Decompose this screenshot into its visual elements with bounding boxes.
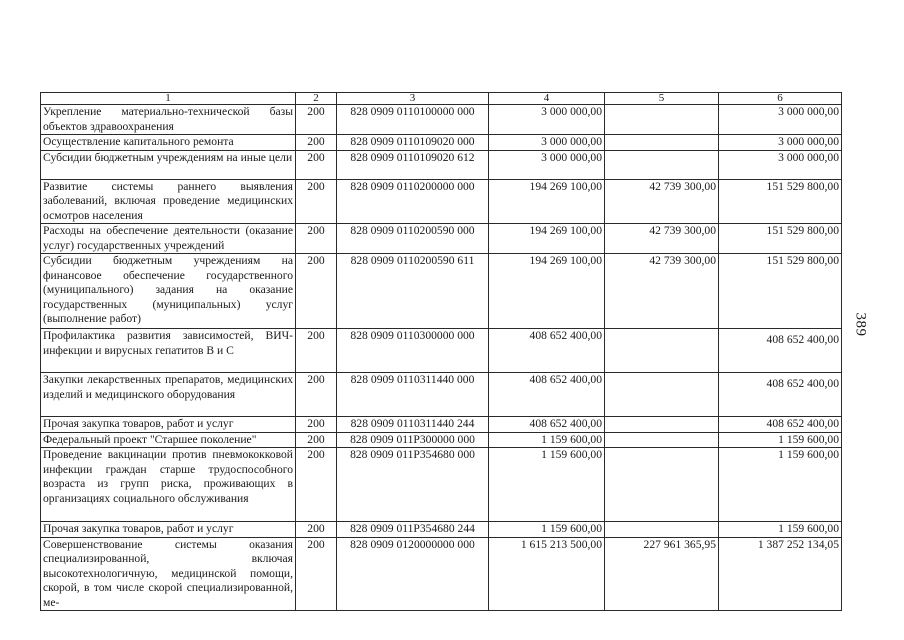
row-column-5 xyxy=(605,432,719,448)
row-column-2: 200 xyxy=(296,254,337,329)
row-column-6 xyxy=(719,417,842,433)
row-name: Субсидии бюджетным учреждениям на финансовое обеспечение государственного (муниципального) задания на оказание государственных (муниципальных) услуг (выполнение работ) xyxy=(41,254,296,329)
row-column-2: 200 xyxy=(296,448,337,522)
row-budget-code: 828 0909 0110300000 000 xyxy=(337,329,489,373)
row-column-6-value: 3 000 000,00 xyxy=(778,150,839,164)
row-column-2: 200 xyxy=(296,105,337,135)
row-column-4: 194 269 100,00 xyxy=(489,254,605,329)
row-budget-code: 828 0909 0110200590 611 xyxy=(337,254,489,329)
row-column-2: 200 xyxy=(296,224,337,254)
row-column-2: 200 xyxy=(296,329,337,373)
row-name: Укрепление материально-технической базы объектов здравоохранения xyxy=(41,105,296,135)
table-row xyxy=(41,254,842,329)
table-row xyxy=(41,522,842,538)
row-column-2: 200 xyxy=(296,432,337,448)
budget-table-body xyxy=(41,93,842,611)
row-column-6 xyxy=(719,224,842,254)
column-number-row xyxy=(41,93,842,105)
budget-table xyxy=(40,92,842,611)
row-column-2: 200 xyxy=(296,537,337,611)
row-name: Осуществление капитального ремонта xyxy=(41,135,296,151)
row-column-6-value: 1 159 600,00 xyxy=(778,448,839,461)
table-row xyxy=(41,417,842,433)
row-column-5 xyxy=(605,373,719,417)
table-row xyxy=(41,135,842,151)
column-header: 4 xyxy=(489,93,605,105)
table-row xyxy=(41,150,842,179)
row-column-2: 200 xyxy=(296,179,337,224)
row-budget-code: 828 0909 011P300000 000 xyxy=(337,432,489,448)
row-column-6 xyxy=(719,522,842,538)
row-column-2: 200 xyxy=(296,150,337,179)
row-name: Прочая закупка товаров, работ и услуг xyxy=(41,522,296,538)
row-column-5 xyxy=(605,329,719,373)
table-row xyxy=(41,105,842,135)
row-column-2: 200 xyxy=(296,373,337,417)
row-column-6 xyxy=(719,105,842,135)
row-column-4: 408 652 400,00 xyxy=(489,373,605,417)
table-row xyxy=(41,329,842,373)
row-column-6-value: 3 000 000,00 xyxy=(778,135,839,148)
row-column-5: 42 739 300,00 xyxy=(605,179,719,224)
row-budget-code: 828 0909 0110100000 000 xyxy=(337,105,489,135)
row-column-4: 408 652 400,00 xyxy=(489,417,605,433)
row-column-6-value: 1 159 600,00 xyxy=(778,522,839,535)
column-header: 5 xyxy=(605,93,719,105)
row-column-4: 3 000 000,00 xyxy=(489,135,605,151)
row-column-5 xyxy=(605,150,719,179)
row-budget-code: 828 0909 011P354680 244 xyxy=(337,522,489,538)
table-row xyxy=(41,448,842,522)
column-header: 6 xyxy=(719,93,842,105)
row-column-5: 227 961 365,95 xyxy=(605,537,719,611)
row-column-6 xyxy=(719,329,842,373)
row-column-5 xyxy=(605,135,719,151)
column-header: 1 xyxy=(41,93,296,105)
row-column-6 xyxy=(719,179,842,224)
row-column-6-value: 408 652 400,00 xyxy=(766,333,839,346)
table-row xyxy=(41,224,842,254)
row-column-6 xyxy=(719,373,842,417)
row-column-6-value: 1 159 600,00 xyxy=(778,432,839,446)
column-header: 3 xyxy=(337,93,489,105)
row-column-6 xyxy=(719,448,842,522)
row-column-5 xyxy=(605,448,719,522)
row-name: Расходы на обеспечение деятельности (оказание услуг) государственных учреждений xyxy=(41,224,296,254)
row-column-6-value: 3 000 000,00 xyxy=(778,105,839,118)
row-name: Субсидии бюджетным учреждениям на иные цели xyxy=(41,150,296,179)
row-name: Проведение вакцинации против пневмококковой инфекции граждан старше трудоспособного возраста из групп риска, проживающих в организациях социального обслуживания xyxy=(41,448,296,522)
row-column-5 xyxy=(605,522,719,538)
row-column-6-value: 1 387 252 134,05 xyxy=(757,537,839,551)
table-row xyxy=(41,179,842,224)
row-budget-code: 828 0909 0110200000 000 xyxy=(337,179,489,224)
row-column-6 xyxy=(719,432,842,448)
row-column-6 xyxy=(719,254,842,329)
row-column-4: 408 652 400,00 xyxy=(489,329,605,373)
row-column-4: 1 615 213 500,00 xyxy=(489,537,605,611)
row-budget-code: 828 0909 0120000000 000 xyxy=(337,537,489,611)
row-column-6 xyxy=(719,135,842,151)
row-column-4: 194 269 100,00 xyxy=(489,179,605,224)
row-column-6-value: 151 529 800,00 xyxy=(766,254,839,267)
row-column-6 xyxy=(719,537,842,611)
row-column-6-value: 408 652 400,00 xyxy=(766,377,839,390)
row-column-4: 1 159 600,00 xyxy=(489,432,605,448)
row-column-5: 42 739 300,00 xyxy=(605,254,719,329)
row-name: Федеральный проект "Старшее поколение" xyxy=(41,432,296,448)
page-number: 389 xyxy=(852,312,869,337)
row-column-2: 200 xyxy=(296,522,337,538)
row-column-4: 3 000 000,00 xyxy=(489,105,605,135)
row-budget-code: 828 0909 0110109020 000 xyxy=(337,135,489,151)
row-budget-code: 828 0909 0110200590 000 xyxy=(337,224,489,254)
row-budget-code: 828 0909 011P354680 000 xyxy=(337,448,489,522)
row-column-4: 194 269 100,00 xyxy=(489,224,605,254)
row-name: Закупки лекарственных препаратов, медицинских изделий и медицинского оборудования xyxy=(41,373,296,417)
table-row xyxy=(41,537,842,611)
row-column-4: 1 159 600,00 xyxy=(489,448,605,522)
row-column-6 xyxy=(719,150,842,179)
row-column-5 xyxy=(605,105,719,135)
row-name: Совершенствование системы оказания специализированной, включая высокотехнологичную, медицинской помощи, скорой, в том числе скорой специализированной, ме- xyxy=(41,537,296,611)
row-column-4: 1 159 600,00 xyxy=(489,522,605,538)
row-column-2: 200 xyxy=(296,135,337,151)
row-budget-code: 828 0909 0110311440 244 xyxy=(337,417,489,433)
row-name: Профилактика развития зависимостей, ВИЧ-инфекции и вирусных гепатитов В и С xyxy=(41,329,296,373)
row-name: Развитие системы раннего выявления заболеваний, включая проведение медицинских осмотров населения xyxy=(41,179,296,224)
table-row xyxy=(41,432,842,448)
row-column-6-value: 408 652 400,00 xyxy=(766,417,839,430)
row-name: Прочая закупка товаров, работ и услуг xyxy=(41,417,296,433)
row-budget-code: 828 0909 0110109020 612 xyxy=(337,150,489,179)
row-column-6-value: 151 529 800,00 xyxy=(766,224,839,237)
row-column-5: 42 739 300,00 xyxy=(605,224,719,254)
column-header: 2 xyxy=(296,93,337,105)
table-row xyxy=(41,373,842,417)
row-column-4: 3 000 000,00 xyxy=(489,150,605,179)
row-column-2: 200 xyxy=(296,417,337,433)
row-column-5 xyxy=(605,417,719,433)
row-budget-code: 828 0909 0110311440 000 xyxy=(337,373,489,417)
row-column-6-value: 151 529 800,00 xyxy=(766,179,839,193)
